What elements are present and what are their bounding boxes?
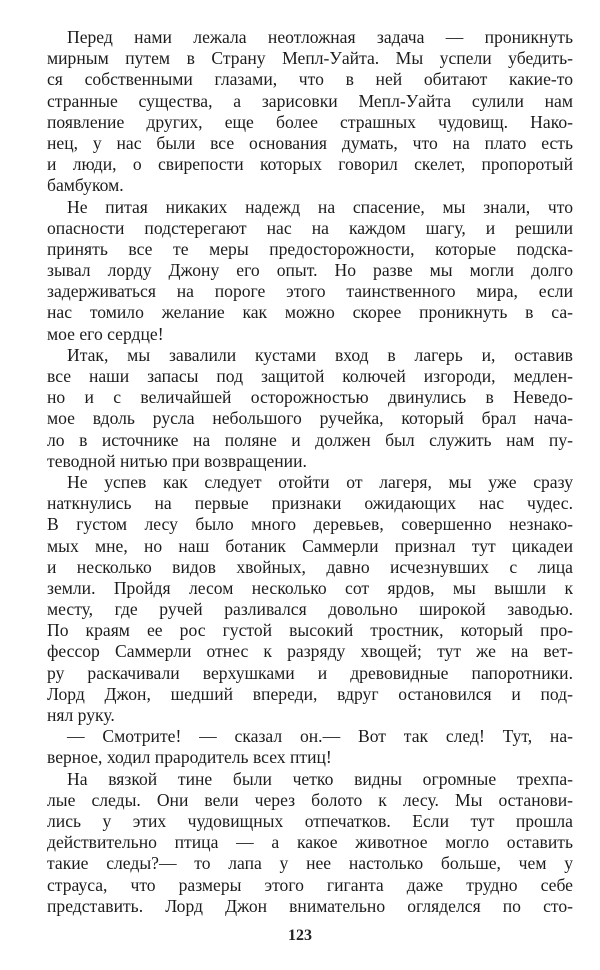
text-line: принять все те меры предосторожности, которые подска-: [47, 238, 573, 259]
text-line: Итак, мы завалили кустами вход в лагерь и, оставив: [67, 344, 573, 365]
text-line: бамбуком.: [47, 175, 124, 196]
text-line: появление других, еще более страшных чудовищ. Нако-: [47, 111, 573, 132]
text-line: действительно птица — а какое животное могло оставить: [47, 832, 573, 853]
text-line: нас томило желание как можно скорее проникнуть в са-: [47, 302, 573, 323]
text-line: лись у этих чудовищных отпечатков. Если тут прошла: [47, 810, 573, 831]
text-line: ло в источнике на поляне и должен был служить нам пу-: [47, 429, 573, 450]
text-line: опасности подстерегают нас на каждом шагу, и решили: [47, 217, 573, 238]
page-number: 123: [288, 927, 312, 944]
paragraph: [47, 472, 573, 726]
text-line: страуса, что размеры этого гиганта даже трудно себе: [47, 874, 573, 895]
text-line: мое вдоль русла небольшого ручейка, который брал нача-: [47, 408, 573, 429]
text-line: зывал лорду Джону его опыт. Но разве мы могли долго: [47, 260, 573, 281]
text-line: теводной нитью при возвращении.: [47, 450, 307, 471]
paragraph: [47, 345, 573, 472]
text-line: Лорд Джон, шедший впереди, вдруг остановился и под-: [47, 683, 573, 704]
text-line: На вязкой тине были четко видны огромные трехпа-: [67, 768, 573, 789]
text-line: мых мне, но наш ботаник Саммерли признал тут цикадеи: [47, 535, 573, 556]
text-line: такие следы?— то лапа у нее настолько больше, чем у: [47, 853, 573, 874]
text-line: нял руку.: [47, 705, 115, 725]
text-line: но и с величайшей осторожностью двинулись в Неведо-: [47, 387, 573, 408]
text-line: странные существа, а зарисовки Мепл-Уайта сулили нам: [47, 90, 573, 111]
text-line: мирным путем в Страну Мепл-Уайта. Мы успели убедить-: [47, 48, 573, 69]
text-line: верное, ходил прародитель всех птиц!: [47, 747, 332, 768]
text-line: Не успев как следует отойти от лагеря, мы уже сразу: [67, 471, 573, 492]
paragraph: [47, 726, 573, 768]
text-line: представить. Лорд Джон внимательно огляделся по сто-: [47, 895, 573, 916]
page-body: [47, 27, 573, 917]
text-line: нец, у нас были все основания думать, что на плато есть: [47, 132, 573, 153]
text-line: Перед нами лежала неотложная задача — проникнуть: [67, 27, 573, 47]
text-line: ру раскачивали верхушками и древовидные папоротники.: [47, 662, 573, 683]
text-line: земли. Пройдя лесом несколько сот ярдов, мы вышли к: [47, 577, 573, 598]
text-line: мое его сердце!: [47, 323, 164, 344]
text-line: наткнулись на первые признаки ожидающих нас чудес.: [47, 493, 573, 514]
text-line: задерживаться на пороге этого таинственного мира, если: [47, 281, 573, 302]
paragraph: [47, 27, 573, 197]
text-line: — Смотрите! — сказал он.— Вот так след! Тут, на-: [67, 726, 573, 747]
paragraph: [47, 769, 573, 917]
paragraph: [47, 197, 573, 345]
text-line: и несколько видов хвойных, давно исчезнувших с лица: [47, 556, 573, 577]
text-line: Не питая никаких надежд на спасение, мы знали, что: [67, 196, 573, 217]
text-line: По краям ее рос густой высокий тростник, который про-: [47, 620, 573, 641]
text-line: лые следы. Они вели через болото к лесу. Мы останови-: [47, 789, 573, 810]
text-line: все наши запасы под защитой колючей изгороди, медлен-: [47, 366, 573, 386]
text-line: фессор Саммерли отнес к разряду хвощей; тут же на вет-: [47, 641, 573, 662]
text-line: и люди, о свирепости которых говорил скелет, пропоротый: [47, 154, 573, 175]
text-line: В густом лесу было много деревьев, совершенно незнако-: [47, 514, 573, 535]
text-line: ся собственными глазами, что в ней обитают какие-то: [47, 69, 573, 90]
text-line: месту, где ручей разливался довольно широкой заводью.: [47, 599, 573, 620]
